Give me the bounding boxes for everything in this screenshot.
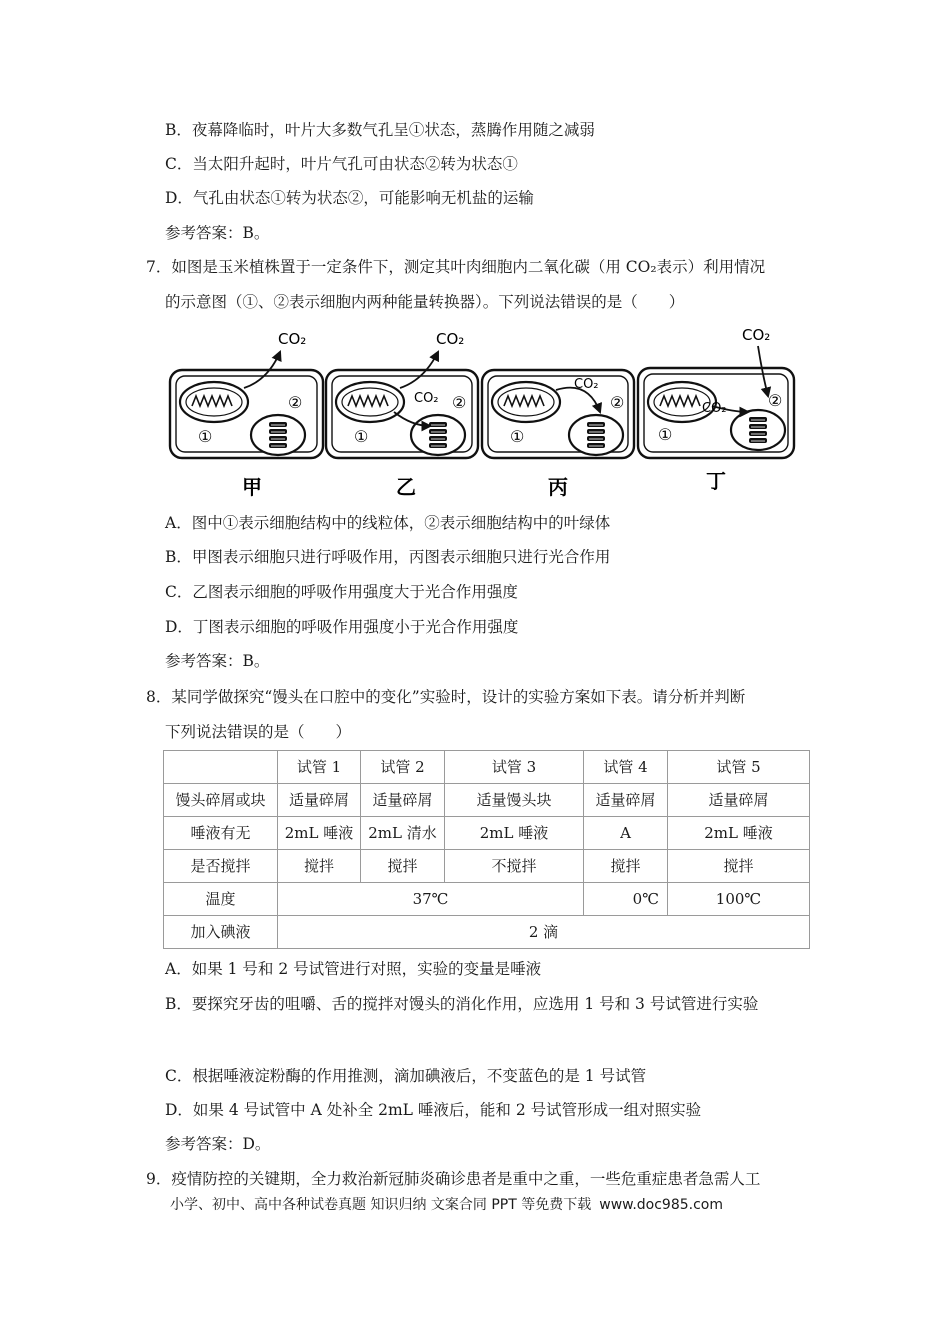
q7-stem-line2: 的示意图（①、②表示细胞内两种能量转换器）。下列说法错误的是（ ） <box>165 293 685 311</box>
table-cell: 试管 3 <box>445 751 584 784</box>
table-cell: 试管 4 <box>584 751 668 784</box>
table-cell: 适量碎屑 <box>584 784 668 817</box>
table-cell: 适量碎屑 <box>361 784 445 817</box>
cell-bing-co2-inner: CO₂ <box>574 377 599 392</box>
cell-bing-mark2: ② <box>610 393 625 412</box>
q8-answer: 参考答案：D。 <box>165 1135 271 1153</box>
q7-option-d: D．丁图表示细胞的呼吸作用强度小于光合作用强度 <box>165 618 519 636</box>
table-cell: 搅拌 <box>278 850 361 883</box>
cell-yi <box>326 330 478 499</box>
cell-jia-mark2: ② <box>288 393 303 412</box>
table-row <box>164 751 810 784</box>
table-cell: 搅拌 <box>361 850 445 883</box>
q6-option-b: B．夜幕降临时，叶片大多数气孔呈①状态，蒸腾作用随之减弱 <box>165 121 595 139</box>
cell-bing-mark1: ① <box>510 427 525 446</box>
q6-option-d: D．气孔由状态①转为状态②，可能影响无机盐的运输 <box>165 189 534 207</box>
cell-jia-mark1: ① <box>198 427 213 446</box>
cell-bing <box>482 370 634 499</box>
cell-ding-co2-inner: CO₂ <box>702 401 727 416</box>
cell-ding-label: 丁 <box>706 469 726 493</box>
table-cell: 试管 5 <box>668 751 810 784</box>
table-cell: 搅拌 <box>668 850 810 883</box>
q6-answer: 参考答案：B。 <box>165 224 270 242</box>
table-cell: 不搅拌 <box>445 850 584 883</box>
cell-ding-mark1: ① <box>658 425 673 444</box>
table-cell: 2mL 唾液 <box>278 817 361 850</box>
q7-stem-line1: 7．如图是玉米植株置于一定条件下，测定其叶肉细胞内二氧化碳（用 CO₂表示）利用情况 <box>146 258 766 276</box>
table-cell: 2 滴 <box>278 916 810 949</box>
table-row <box>164 817 810 850</box>
table-cell: 搅拌 <box>584 850 668 883</box>
q7-option-b: B．甲图表示细胞只进行呼吸作用，丙图表示细胞只进行光合作用 <box>165 548 611 566</box>
mitochondrion-icon <box>492 382 560 422</box>
cell-yi-mark2: ② <box>452 393 467 412</box>
table-cell: 馒头碎屑或块 <box>164 784 278 817</box>
cell-ding-mark2: ② <box>768 391 783 410</box>
table-cell: A <box>584 817 668 850</box>
q8-option-d: D．如果 4 号试管中 A 处补全 2mL 唾液后，能和 2 号试管形成一组对照实验 <box>165 1101 702 1119</box>
table-cell: 试管 1 <box>278 751 361 784</box>
table-cell: 试管 2 <box>361 751 445 784</box>
table-cell: 温度 <box>164 883 278 916</box>
q8-stem-line2: 下列说法错误的是（ ） <box>165 723 352 741</box>
q9-stem-line1: 9．疫情防控的关键期，全力救治新冠肺炎确诊患者是重中之重，一些危重症患者急需人工 <box>146 1170 761 1188</box>
q8-option-c: C．根据唾液淀粉酶的作用推测，滴加碘液后，不变蓝色的是 1 号试管 <box>165 1067 647 1085</box>
cell-yi-co2-top: CO₂ <box>436 330 465 348</box>
cell-ding <box>638 326 794 493</box>
cell-yi-label: 乙 <box>396 475 416 499</box>
mitochondrion-icon <box>336 382 404 422</box>
mitochondrion-icon <box>180 382 248 422</box>
q8-option-a: A．如果 1 号和 2 号试管进行对照，实验的变量是唾液 <box>165 960 542 978</box>
table-cell: 适量碎屑 <box>278 784 361 817</box>
cell-yi-mark1: ① <box>354 427 369 446</box>
q7-figure <box>168 322 798 502</box>
q8-option-b: B．要探究牙齿的咀嚼、舌的搅拌对馒头的消化作用，应选用 1 号和 3 号试管进行实验 <box>165 995 759 1013</box>
cell-jia <box>170 330 323 499</box>
table-cell: 2mL 清水 <box>361 817 445 850</box>
cell-jia-label: 甲 <box>242 475 262 499</box>
table-cell: 2mL 唾液 <box>668 817 810 850</box>
table-cell <box>164 751 278 784</box>
table-cell: 唾液有无 <box>164 817 278 850</box>
chloroplast-icon <box>569 415 623 455</box>
table-cell: 适量馒头块 <box>445 784 584 817</box>
table-cell: 37℃ <box>278 883 584 916</box>
chloroplast-icon <box>731 410 785 450</box>
table-cell: 适量碎屑 <box>668 784 810 817</box>
q8-stem-line1: 8．某同学做探究“馒头在口腔中的变化”实验时，设计的实验方案如下表。请分析并判断 <box>146 688 746 706</box>
table-cell: 0℃ <box>584 883 668 916</box>
q7-option-a: A．图中①表示细胞结构中的线粒体，②表示细胞结构中的叶绿体 <box>165 514 611 532</box>
table-cell: 100℃ <box>668 883 810 916</box>
table-row <box>164 883 810 916</box>
cell-jia-co2-label: CO₂ <box>278 330 307 348</box>
chloroplast-icon <box>251 415 305 455</box>
cell-yi-co2-inner: CO₂ <box>414 391 439 406</box>
chloroplast-icon <box>411 415 465 455</box>
q6-option-c: C．当太阳升起时，叶片气孔可由状态②转为状态① <box>165 155 518 173</box>
table-row <box>164 916 810 949</box>
q7-answer: 参考答案：B。 <box>165 652 270 670</box>
experiment-table <box>163 750 810 949</box>
table-cell: 2mL 唾液 <box>445 817 584 850</box>
footer-text: 小学、初中、高中各种试卷真题 知识归纳 文案合同 PPT 等免费下载 <box>170 1197 592 1213</box>
cell-ding-co2-top: CO₂ <box>742 326 771 344</box>
page-footer <box>170 1194 723 1214</box>
table-row <box>164 850 810 883</box>
table-row <box>164 784 810 817</box>
table-cell: 是否搅拌 <box>164 850 278 883</box>
cell-bing-label: 丙 <box>548 475 568 499</box>
footer-url[interactable]: www.doc985.com <box>599 1197 723 1213</box>
table-cell: 加入碘液 <box>164 916 278 949</box>
q7-option-c: C．乙图表示细胞的呼吸作用强度大于光合作用强度 <box>165 583 518 601</box>
